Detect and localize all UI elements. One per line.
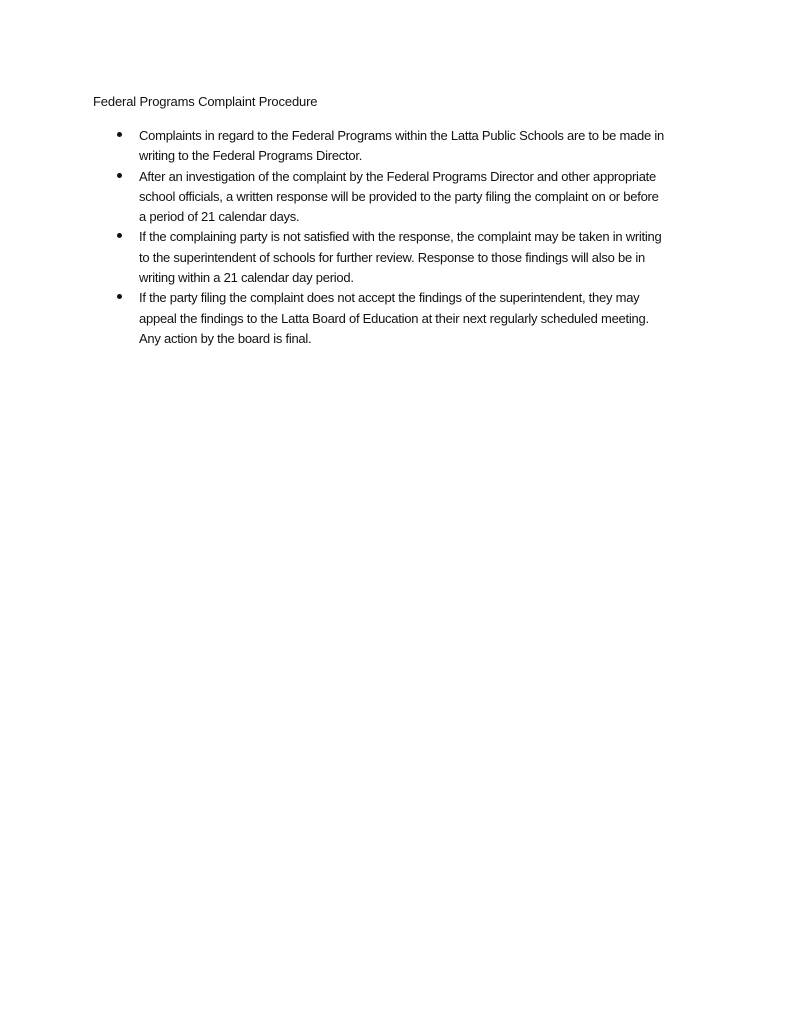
list-item (93, 227, 713, 288)
list-item-line: appeal the findings to the Latta Board of Education at their next regularly scheduled meeting. (139, 310, 649, 326)
list-item-line: Complaints in regard to the Federal Programs within the Latta Public Schools are to be made in (139, 128, 664, 143)
bullet-icon (117, 132, 122, 137)
list-item-line: school officials, a written response will be provided to the party filing the complaint on or before (139, 188, 659, 204)
list-item-line: to the superintendent of schools for further review. Response to those findings will also be in (139, 249, 645, 265)
list-item (93, 126, 713, 167)
bullet-icon (117, 294, 122, 299)
procedure-list (93, 126, 713, 349)
list-item (93, 167, 713, 228)
list-item-line: After an investigation of the complaint by the Federal Programs Director and other appropriate (139, 168, 657, 184)
list-item (93, 288, 713, 349)
bullet-icon (117, 233, 122, 238)
list-item-line: a period of 21 calendar days. (139, 209, 300, 225)
document-title: Federal Programs Complaint Procedure (93, 94, 318, 109)
list-item-line: Any action by the board is final. (139, 330, 312, 346)
bullet-icon (117, 173, 122, 178)
list-item-line: writing within a 21 calendar day period. (139, 270, 354, 286)
list-item-line: If the party filing the complaint does not accept the findings of the superintendent, they may (139, 290, 640, 306)
list-item-line: If the complaining party is not satisfied with the response, the complaint may be taken in writing (139, 229, 662, 245)
list-item-line: writing to the Federal Programs Director. (139, 148, 363, 164)
